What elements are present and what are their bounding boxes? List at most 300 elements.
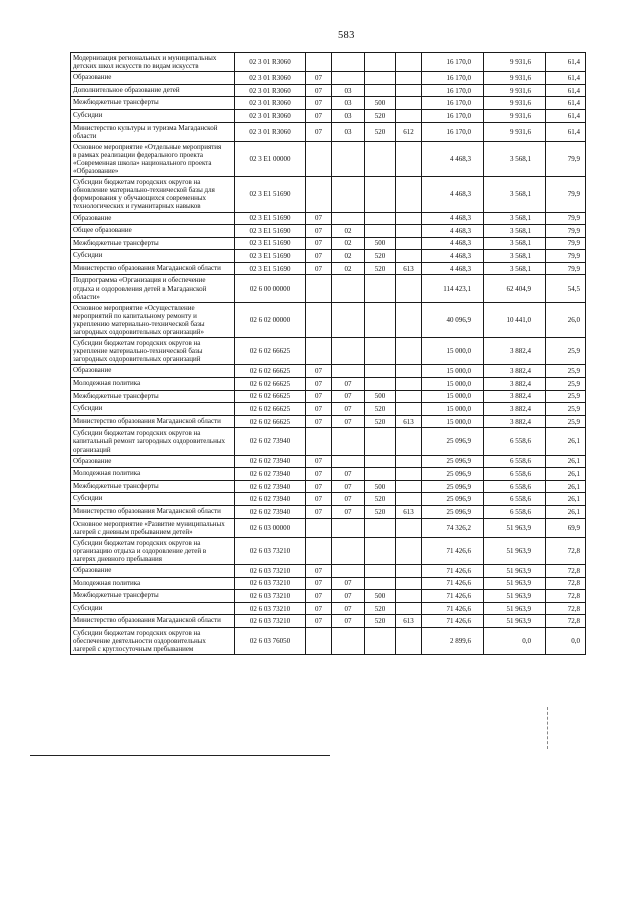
actual-amount-cell: 0,0 [484,628,546,655]
section-cell: 07 [306,506,332,519]
row-name-cell: Субсидии бюджетам городских округов на организацию отдыха и оздоровление детей в лагерях дневного пребывания [71,537,235,564]
plan-amount-cell: 16 170,0 [422,122,484,141]
execution-percent-cell: 26,1 [546,455,586,468]
actual-amount-cell: 6 558,6 [484,468,546,481]
actual-amount-cell: 10 441,0 [484,302,546,337]
subsection-cell [332,428,365,455]
actual-amount-cell: 3 568,1 [484,225,546,238]
row-name-cell: Образование [71,212,235,225]
expense-type-cell: 520 [365,415,396,428]
table-row [71,275,586,302]
table-row [71,338,586,365]
table-row [71,72,586,85]
target-article-cell: 02 6 02 73940 [235,428,306,455]
section-cell [306,141,332,176]
section-cell: 07 [306,480,332,493]
plan-amount-cell: 16 170,0 [422,97,484,110]
subsection-cell: 07 [332,602,365,615]
table-row [71,468,586,481]
row-name-cell: Субсидии [71,250,235,263]
actual-amount-cell: 3 882,4 [484,338,546,365]
row-name-cell: Модернизация региональных и муниципальных детских школ искусств по видам искусств [71,53,235,72]
execution-percent-cell: 25,9 [546,378,586,391]
grbs-cell [396,403,422,416]
expense-type-cell: 520 [365,250,396,263]
target-article-cell: 02 6 02 66625 [235,390,306,403]
subsection-cell: 02 [332,262,365,275]
expense-type-cell: 520 [365,403,396,416]
expense-type-cell [365,72,396,85]
table-row [71,365,586,378]
actual-amount-cell: 3 882,4 [484,378,546,391]
actual-amount-cell: 51 963,9 [484,565,546,578]
grbs-cell [396,590,422,603]
grbs-cell [396,455,422,468]
plan-amount-cell: 74 326,2 [422,518,484,537]
expense-type-cell [365,302,396,337]
table-row [71,415,586,428]
target-article-cell: 02 6 02 73940 [235,455,306,468]
expense-type-cell [365,275,396,302]
expense-type-cell [365,455,396,468]
plan-amount-cell: 40 096,9 [422,302,484,337]
expense-type-cell: 500 [365,590,396,603]
row-name-cell: Министерство образования Магаданской области [71,615,235,628]
page-number: 583 [338,30,355,41]
actual-amount-cell: 3 568,1 [484,177,546,212]
section-cell: 07 [306,493,332,506]
plan-amount-cell: 25 096,9 [422,506,484,519]
section-cell [306,275,332,302]
table-row [71,302,586,337]
expense-type-cell [365,212,396,225]
section-cell [306,302,332,337]
execution-percent-cell: 79,9 [546,250,586,263]
plan-amount-cell: 16 170,0 [422,84,484,97]
section-cell [306,428,332,455]
section-cell: 07 [306,237,332,250]
section-cell [306,53,332,72]
execution-percent-cell: 61,4 [546,53,586,72]
expense-type-cell: 520 [365,493,396,506]
execution-percent-cell: 79,9 [546,177,586,212]
plan-amount-cell: 16 170,0 [422,53,484,72]
execution-percent-cell: 72,8 [546,590,586,603]
section-cell: 07 [306,403,332,416]
target-article-cell: 02 3 01 R3060 [235,122,306,141]
plan-amount-cell: 4 468,3 [422,250,484,263]
section-cell: 07 [306,122,332,141]
subsection-cell [332,565,365,578]
target-article-cell: 02 6 03 73210 [235,615,306,628]
row-name-cell: Министерство образования Магаданской области [71,262,235,275]
plan-amount-cell: 4 468,3 [422,212,484,225]
plan-amount-cell: 71 426,6 [422,577,484,590]
target-article-cell: 02 6 02 66625 [235,403,306,416]
actual-amount-cell: 9 931,6 [484,97,546,110]
execution-percent-cell: 61,4 [546,122,586,141]
expense-type-cell [365,177,396,212]
plan-amount-cell: 4 468,3 [422,262,484,275]
table-row [71,506,586,519]
target-article-cell: 02 6 02 00000 [235,302,306,337]
actual-amount-cell: 9 931,6 [484,122,546,141]
actual-amount-cell: 6 558,6 [484,428,546,455]
actual-amount-cell: 9 931,6 [484,109,546,122]
row-name-cell: Министерство образования Магаданской области [71,506,235,519]
row-name-cell: Субсидии [71,602,235,615]
row-name-cell: Молодежная политика [71,577,235,590]
plan-amount-cell: 16 170,0 [422,72,484,85]
expense-type-cell [365,537,396,564]
plan-amount-cell: 15 000,0 [422,338,484,365]
subsection-cell: 07 [332,415,365,428]
grbs-cell [396,565,422,578]
actual-amount-cell: 9 931,6 [484,53,546,72]
table-row [71,212,586,225]
table-row [71,141,586,176]
table-row [71,577,586,590]
section-cell: 07 [306,72,332,85]
target-article-cell: 02 6 02 66625 [235,338,306,365]
table-row [71,122,586,141]
table-row [71,565,586,578]
section-cell: 07 [306,390,332,403]
target-article-cell: 02 6 02 73940 [235,493,306,506]
execution-percent-cell: 61,4 [546,97,586,110]
subsection-cell: 07 [332,506,365,519]
execution-percent-cell: 26,1 [546,493,586,506]
execution-percent-cell: 61,4 [546,109,586,122]
expense-type-cell: 520 [365,506,396,519]
grbs-cell: 612 [396,122,422,141]
grbs-cell [396,177,422,212]
grbs-cell [396,518,422,537]
subsection-cell [332,275,365,302]
actual-amount-cell: 3 882,4 [484,415,546,428]
target-article-cell: 02 6 02 66625 [235,415,306,428]
grbs-cell [396,97,422,110]
plan-amount-cell: 71 426,6 [422,590,484,603]
grbs-cell [396,250,422,263]
budget-table [70,52,586,655]
grbs-cell [396,390,422,403]
row-name-cell: Дополнительное образование детей [71,84,235,97]
target-article-cell: 02 3 01 R3060 [235,53,306,72]
execution-percent-cell: 25,9 [546,403,586,416]
expense-type-cell: 500 [365,97,396,110]
execution-percent-cell: 54,5 [546,275,586,302]
table-row [71,84,586,97]
row-name-cell: Молодежная политика [71,378,235,391]
section-cell: 07 [306,378,332,391]
expense-type-cell [365,577,396,590]
expense-type-cell [365,428,396,455]
actual-amount-cell: 3 882,4 [484,365,546,378]
budget-table-body [71,53,586,655]
grbs-cell [396,225,422,238]
execution-percent-cell: 25,9 [546,415,586,428]
row-name-cell: Межбюджетные трансферты [71,237,235,250]
subsection-cell [332,455,365,468]
target-article-cell: 02 3 01 R3060 [235,72,306,85]
grbs-cell [396,378,422,391]
expense-type-cell [365,338,396,365]
subsection-cell [332,338,365,365]
subsection-cell: 03 [332,122,365,141]
actual-amount-cell: 62 404,9 [484,275,546,302]
expense-type-cell [365,225,396,238]
execution-percent-cell: 0,0 [546,628,586,655]
subsection-cell [332,141,365,176]
target-article-cell: 02 6 03 00000 [235,518,306,537]
target-article-cell: 02 6 02 73940 [235,468,306,481]
section-cell: 07 [306,415,332,428]
expense-type-cell: 520 [365,262,396,275]
plan-amount-cell: 15 000,0 [422,403,484,416]
section-cell: 07 [306,84,332,97]
subsection-cell [332,177,365,212]
section-cell: 07 [306,262,332,275]
subsection-cell [332,53,365,72]
actual-amount-cell: 51 963,9 [484,602,546,615]
actual-amount-cell: 3 568,1 [484,262,546,275]
subsection-cell: 07 [332,615,365,628]
grbs-cell [396,537,422,564]
target-article-cell: 02 6 03 73210 [235,537,306,564]
target-article-cell: 02 3 E1 00000 [235,141,306,176]
subsection-cell: 07 [332,493,365,506]
target-article-cell: 02 3 01 R3060 [235,97,306,110]
row-name-cell: Субсидии бюджетам городских округов на капитальный ремонт загородных оздоровительных организаций [71,428,235,455]
subsection-cell: 02 [332,250,365,263]
target-article-cell: 02 3 01 R3060 [235,109,306,122]
plan-amount-cell: 15 000,0 [422,390,484,403]
execution-percent-cell: 61,4 [546,84,586,97]
section-cell [306,537,332,564]
row-name-cell: Основное мероприятие «Развитие муниципальных лагерей с дневным пребыванием детей» [71,518,235,537]
grbs-cell [396,577,422,590]
plan-amount-cell: 15 000,0 [422,378,484,391]
subsection-cell: 07 [332,403,365,416]
execution-percent-cell: 72,8 [546,602,586,615]
row-name-cell: Образование [71,565,235,578]
table-row [71,262,586,275]
expense-type-cell: 520 [365,602,396,615]
table-row [71,109,586,122]
row-name-cell: Министерство культуры и туризма Магаданской области [71,122,235,141]
subsection-cell: 07 [332,480,365,493]
execution-percent-cell: 26,0 [546,302,586,337]
grbs-cell [396,628,422,655]
grbs-cell: 613 [396,262,422,275]
grbs-cell [396,338,422,365]
plan-amount-cell: 4 468,3 [422,141,484,176]
section-cell: 07 [306,565,332,578]
grbs-cell [396,493,422,506]
plan-amount-cell: 15 000,0 [422,365,484,378]
section-cell: 07 [306,212,332,225]
actual-amount-cell: 6 558,6 [484,480,546,493]
table-row [71,455,586,468]
execution-percent-cell: 69,9 [546,518,586,537]
subsection-cell: 02 [332,237,365,250]
grbs-cell [396,84,422,97]
table-row [71,378,586,391]
section-cell: 07 [306,577,332,590]
section-cell: 07 [306,109,332,122]
expense-type-cell [365,565,396,578]
actual-amount-cell: 6 558,6 [484,493,546,506]
execution-percent-cell: 26,1 [546,428,586,455]
subsection-cell [332,302,365,337]
plan-amount-cell: 25 096,9 [422,468,484,481]
target-article-cell: 02 6 03 73210 [235,565,306,578]
target-article-cell: 02 6 03 73210 [235,602,306,615]
expense-type-cell [365,84,396,97]
target-article-cell: 02 6 03 73210 [235,590,306,603]
actual-amount-cell: 51 963,9 [484,518,546,537]
section-cell [306,177,332,212]
section-cell [306,628,332,655]
subsection-cell: 07 [332,577,365,590]
section-cell: 07 [306,455,332,468]
target-article-cell: 02 6 03 76050 [235,628,306,655]
actual-amount-cell: 6 558,6 [484,455,546,468]
subsection-cell: 03 [332,84,365,97]
execution-percent-cell: 26,1 [546,480,586,493]
expense-type-cell [365,518,396,537]
row-name-cell: Межбюджетные трансферты [71,97,235,110]
expense-type-cell: 500 [365,390,396,403]
section-cell: 07 [306,602,332,615]
row-name-cell: Субсидии [71,493,235,506]
execution-percent-cell: 79,9 [546,212,586,225]
subsection-cell [332,212,365,225]
subsection-cell: 07 [332,590,365,603]
actual-amount-cell: 3 568,1 [484,212,546,225]
grbs-cell [396,365,422,378]
footer-rule [30,755,330,756]
grbs-cell: 613 [396,615,422,628]
plan-amount-cell: 25 096,9 [422,480,484,493]
expense-type-cell [365,141,396,176]
grbs-cell [396,602,422,615]
target-article-cell: 02 3 E1 51690 [235,262,306,275]
section-cell: 07 [306,590,332,603]
subsection-cell: 02 [332,225,365,238]
row-name-cell: Министерство образования Магаданской области [71,415,235,428]
execution-percent-cell: 72,8 [546,565,586,578]
target-article-cell: 02 6 02 66625 [235,378,306,391]
expense-type-cell [365,53,396,72]
actual-amount-cell: 3 882,4 [484,390,546,403]
plan-amount-cell: 4 468,3 [422,237,484,250]
section-cell: 07 [306,225,332,238]
expense-type-cell [365,628,396,655]
table-row [71,237,586,250]
section-cell [306,518,332,537]
grbs-cell [396,53,422,72]
target-article-cell: 02 6 03 73210 [235,577,306,590]
target-article-cell: 02 3 E1 51690 [235,177,306,212]
grbs-cell [396,275,422,302]
plan-amount-cell: 2 899,6 [422,628,484,655]
table-row [71,97,586,110]
section-cell: 07 [306,468,332,481]
expense-type-cell [365,378,396,391]
subsection-cell [332,518,365,537]
plan-amount-cell: 15 000,0 [422,415,484,428]
subsection-cell: 07 [332,390,365,403]
section-cell: 07 [306,365,332,378]
row-name-cell: Субсидии бюджетам городских округов на обеспечение деятельности оздоровительных лагерей с круглосуточным пребыванием [71,628,235,655]
grbs-cell [396,109,422,122]
table-row [71,250,586,263]
row-name-cell: Субсидии [71,403,235,416]
execution-percent-cell: 79,9 [546,225,586,238]
target-article-cell: 02 3 E1 51690 [235,212,306,225]
plan-amount-cell: 114 423,1 [422,275,484,302]
expense-type-cell: 500 [365,237,396,250]
table-row [71,590,586,603]
grbs-cell [396,237,422,250]
execution-percent-cell: 72,8 [546,615,586,628]
grbs-cell [396,141,422,176]
table-row [71,390,586,403]
target-article-cell: 02 6 00 00000 [235,275,306,302]
execution-percent-cell: 72,8 [546,537,586,564]
table-row [71,602,586,615]
actual-amount-cell: 6 558,6 [484,506,546,519]
plan-amount-cell: 25 096,9 [422,493,484,506]
table-row [71,518,586,537]
row-name-cell: Субсидии [71,109,235,122]
target-article-cell: 02 6 02 73940 [235,506,306,519]
section-cell [306,338,332,365]
actual-amount-cell: 51 963,9 [484,590,546,603]
plan-amount-cell: 4 468,3 [422,177,484,212]
execution-percent-cell: 79,9 [546,237,586,250]
row-name-cell: Подпрограмма «Организация и обеспечение отдыха и оздоровления детей в Магаданской области» [71,275,235,302]
row-name-cell: Общее образование [71,225,235,238]
subsection-cell: 03 [332,109,365,122]
grbs-cell: 613 [396,415,422,428]
table-row [71,403,586,416]
row-name-cell: Межбюджетные трансферты [71,480,235,493]
subsection-cell [332,365,365,378]
execution-percent-cell: 72,8 [546,577,586,590]
plan-amount-cell: 71 426,6 [422,565,484,578]
plan-amount-cell: 71 426,6 [422,615,484,628]
margin-mark [547,707,548,749]
actual-amount-cell: 3 568,1 [484,237,546,250]
section-cell: 07 [306,97,332,110]
subsection-cell [332,72,365,85]
plan-amount-cell: 16 170,0 [422,109,484,122]
execution-percent-cell: 61,4 [546,72,586,85]
table-row [71,493,586,506]
table-row [71,628,586,655]
actual-amount-cell: 3 568,1 [484,141,546,176]
plan-amount-cell: 25 096,9 [422,428,484,455]
table-row [71,53,586,72]
actual-amount-cell: 51 963,9 [484,615,546,628]
row-name-cell: Образование [71,455,235,468]
row-name-cell: Молодежная политика [71,468,235,481]
expense-type-cell: 520 [365,122,396,141]
actual-amount-cell: 51 963,9 [484,537,546,564]
